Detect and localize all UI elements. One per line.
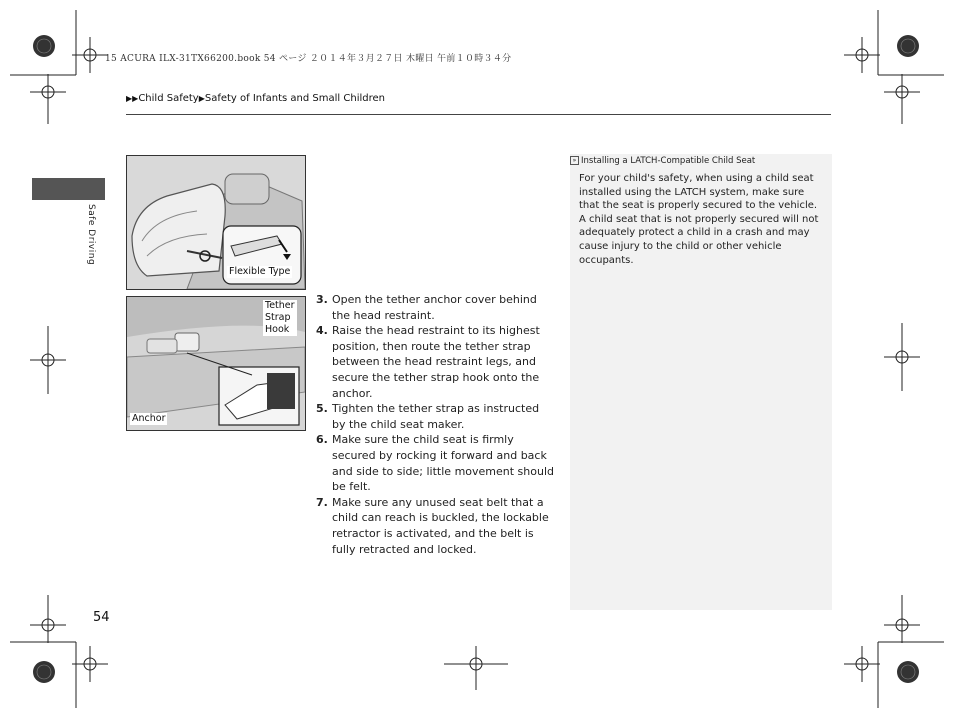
step-item: 3. Open the tether anchor cover behind the head restraint.: [316, 293, 537, 322]
print-job-info: 15 ACURA ILX-31TX66200.book 54 ページ ２０１４年３月２７日 木曜日 午前１０時３４分: [105, 54, 512, 64]
chapter-tab: [32, 178, 105, 200]
breadcrumb: [126, 93, 385, 104]
step-item: 4. Raise the head restraint to its highest position, then route the tether strap between the head restraint legs, and secure the tether strap hook onto the anchor.: [316, 324, 540, 400]
step-item: 7. Make sure any unused seat belt that a child can reach is buckled, the lockable retractor is activated, and the belt is fully retracted and locked.: [316, 495, 549, 556]
breadcrumb-page[interactable]: Safety of Infants and Small Children: [204, 93, 385, 104]
breadcrumb-section[interactable]: Child Safety: [138, 93, 199, 104]
step-item: 6. Make sure the child seat is firmly secured by rocking it forward and back and side to side; little movement should be felt.: [316, 433, 554, 494]
figure-label-flexible-type: Flexible Type: [229, 266, 291, 277]
breadcrumb-marker-icon: ▶▶: [126, 94, 139, 103]
side-note-title[interactable]: » Installing a LATCH-Compatible Child Seat: [570, 156, 755, 166]
page-number: 54: [93, 610, 110, 625]
reference-arrow-icon: »: [570, 156, 579, 165]
step-item: 5. Tighten the tether strap as instructed by the child seat maker.: [316, 402, 540, 431]
chapter-side-label: Safe Driving: [86, 204, 96, 266]
instruction-steps: [316, 292, 556, 557]
figure-tether-anchor: [126, 296, 306, 431]
figure-label-anchor: Anchor: [132, 413, 166, 424]
side-note-text: For your child's safety, when using a child seat installed using the LATCH system, make sure that the seat is properly secured to the vehicle. A child seat that is not properly secured will not adequately protect a child in a crash and may cause injury to the child or other vehicle occupants.: [579, 173, 819, 266]
figure-child-seat-flexible: [126, 155, 306, 290]
breadcrumb-separator-icon: ▶: [198, 94, 205, 103]
figure-label-tether-strap-hook: Tether Strap Hook: [265, 300, 295, 335]
header-rule: [126, 114, 831, 115]
